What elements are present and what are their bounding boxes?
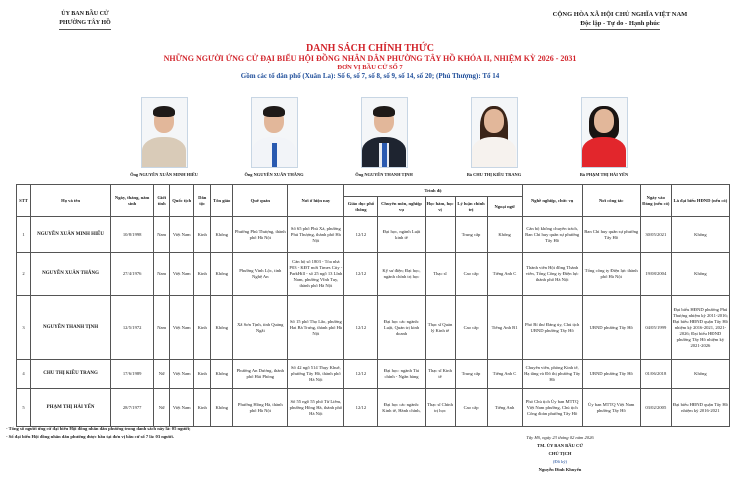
candidate-photo (361, 97, 408, 168)
cell-occupation: Cán bộ không chuyên trách, Ban Chỉ huy quân sự phường Tây Hồ (522, 217, 582, 253)
cell-degree (425, 217, 455, 253)
candidate-photo-card (124, 97, 204, 177)
header-nationality: Quốc tịch (170, 185, 194, 217)
header-general-edu: Giáo dục phổ thông (344, 197, 378, 217)
cell-political: Cao cấp (455, 296, 487, 360)
header-occupation: Nghề nghiệp, chức vụ (522, 185, 582, 217)
cell-ethnicity: Kinh (194, 253, 211, 296)
cell-occupation: Chuyên viên, phòng Kinh tế, Hạ tầng và Đô thị phường Tây Hồ (522, 360, 582, 389)
cell-stt: 3 (17, 296, 31, 360)
candidate-photo-card (234, 97, 314, 177)
cell-general-edu: 12/12 (344, 360, 378, 389)
cell-residence: Số 55 ngõ 55 phố Từ Liêm, phường Hồng Hà, thành phố Hà Nội (288, 389, 344, 427)
header-hometown: Quê quán (233, 185, 288, 217)
cell-nationality: Việt Nam (170, 360, 194, 389)
cell-workplace: Ủy ban MTTQ Việt Nam phường Tây Hồ (582, 389, 640, 427)
cell-name: PHẠM THỊ HẢI YẾN (31, 389, 111, 427)
header-degree: Học hàm, học vị (425, 197, 455, 217)
cell-hometown: Phường Hồng Hà, thành phố Hà Nội (233, 389, 288, 427)
header-residence: Nơi ở hiện nay (288, 185, 344, 217)
cell-occupation: Phó Bí thư Đảng ủy, Chủ tịch UBND phường Tây Hồ (522, 296, 582, 360)
cell-party-date: 19/08/2004 (640, 253, 671, 296)
cell-stt: 1 (17, 217, 31, 253)
photo-caption: Bà PHẠM THỊ HẢI YẾN (579, 172, 629, 177)
cell-occupation: Thành viên Hội đồng Thành viên, Tổng Công ty Điện lực thành phố Hà Nội (522, 253, 582, 296)
candidate-photo (581, 97, 628, 168)
cell-degree: Thạc sĩ Chính trị học (425, 389, 455, 427)
cell-gender: Nam (154, 296, 170, 360)
cell-delegate: Không (671, 253, 729, 296)
cell-political: Trung cấp (455, 360, 487, 389)
cell-language: Không (487, 217, 522, 253)
cell-dob: 27/4/1976 (111, 253, 154, 296)
cell-hometown: Phường Phú Thượng, thành phố Hà Nội (233, 217, 288, 253)
table-row (17, 296, 730, 360)
cell-specialty: Đại học các ngành: Kinh tế, Hành chính, (378, 389, 425, 427)
cell-residence: Số 42 ngõ 514 Thụy Khuê, phường Tây Hồ, thành phố Hà Nội (288, 360, 344, 389)
cell-gender: Nam (154, 253, 170, 296)
cell-degree: Thạc sĩ Quản lý Kinh tế (425, 296, 455, 360)
cell-workplace: Ban Chỉ huy quân sự phường Tây Hồ (582, 217, 640, 253)
cell-nationality: Việt Nam (170, 296, 194, 360)
candidate-photo (251, 97, 298, 168)
header-political: Lý luận chính trị (455, 197, 487, 217)
cell-name: NGUYỄN XUÂN MINH HIẾU (31, 217, 111, 253)
cell-dob: 28/7/1977 (111, 389, 154, 427)
cell-gender: Nữ (154, 389, 170, 427)
cell-language: Tiếng Anh C (487, 253, 522, 296)
cell-occupation: Phó Chủ tịch Ủy ban MTTQ Việt Nam phường, Chủ tịch Công đoàn phường Tây Hồ (522, 389, 582, 427)
cell-delegate: Không (671, 360, 729, 389)
cell-ethnicity: Kinh (194, 360, 211, 389)
cell-delegate: Đại biểu HĐND phường Phú Thượng nhiệm kỳ 2011-2016; Đại biểu HĐND quận Tây Hồ nhiệm kỳ 2016-2021, 2021-2026; Đại biểu HĐND phường Tây Hồ nhiệm kỳ 2021-2026 (671, 296, 729, 360)
header-education-group: Trình độ (344, 185, 522, 197)
photo-caption: Ông NGUYỄN THANH TỊNH (355, 172, 413, 177)
cell-party-date: 03/02/2005 (640, 389, 671, 427)
cell-dob: 17/6/1989 (111, 360, 154, 389)
cell-religion: Không (211, 389, 233, 427)
cell-religion: Không (211, 253, 233, 296)
cell-workplace: Tổng công ty Điện lực thành phố Hà Nội (582, 253, 640, 296)
cell-specialty: Kỹ sư điện; Đại học, ngành chính trị học (378, 253, 425, 296)
electoral-unit: ĐƠN VỊ BẦU CỬ SỐ 7 (337, 64, 403, 71)
cell-degree: Thạc sĩ (425, 253, 455, 296)
cell-specialty: Đại học, ngành Luật kinh tế (378, 217, 425, 253)
cell-political: Cao cấp (455, 253, 487, 296)
cell-language: Tiếng Anh (487, 389, 522, 427)
photo-caption: Ông NGUYỄN XUÂN THẮNG (244, 172, 304, 177)
candidate-photo-card (344, 97, 424, 177)
table-row (17, 253, 730, 296)
cell-ethnicity: Kinh (194, 296, 211, 360)
signature-org: TM. ỦY BAN BẦU CỬ (537, 443, 583, 448)
header-specialty: Chuyên môn, nghiệp vụ (378, 197, 425, 217)
note-seats: - Số đại biểu Hội đồng nhân dân phường được bầu tại đơn vị bầu cử số 7 là: 03 người. (6, 434, 174, 439)
cell-workplace: UBND phường Tây Hồ (582, 296, 640, 360)
photo-caption: Bà CHU THỊ KIỀU TRANG (466, 172, 522, 177)
cell-degree: Thạc sĩ Kinh tế (425, 360, 455, 389)
note-total-candidates: - Tổng số người ứng cử đại biểu Hội đồng nhân dân phường trong danh sách này là: 05 người; (6, 426, 191, 431)
cell-general-edu: 12/12 (344, 217, 378, 253)
cell-hometown: Phường An Dương, thành phố Hải Phòng (233, 360, 288, 389)
cell-political: Trung cấp (455, 217, 487, 253)
cell-language: Tiếng Anh B1 (487, 296, 522, 360)
cell-party-date: 30/05/2021 (640, 217, 671, 253)
national-motto: Độc lập - Tự do - Hạnh phúc (580, 19, 659, 30)
signature-block (510, 434, 610, 474)
cell-name: NGUYỄN XUÂN THẮNG (31, 253, 111, 296)
candidate-photos (0, 97, 740, 182)
cell-dob: 10/8/1998 (111, 217, 154, 253)
cell-political: Cao cấp (455, 389, 487, 427)
cell-residence: Số 65 phố Phú Xá, phường Phú Thượng, thành phố Hà Nội (288, 217, 344, 253)
header-name: Họ và tên (31, 185, 111, 217)
header-ethnicity: Dân tộc (194, 185, 211, 217)
candidate-photo-card (454, 97, 534, 177)
header-workplace: Nơi công tác (582, 185, 640, 217)
header-religion: Tôn giáo (211, 185, 233, 217)
table-row (17, 389, 730, 427)
national-header (520, 10, 720, 30)
cell-general-edu: 12/12 (344, 389, 378, 427)
cell-nationality: Việt Nam (170, 217, 194, 253)
cell-party-date: 01/06/2018 (640, 360, 671, 389)
cell-gender: Nam (154, 217, 170, 253)
signature-date: Tây Hồ, ngày 23 tháng 02 năm 2026 (526, 435, 594, 440)
cell-hometown: Phường Vinh Lộc, tỉnh Nghệ An (233, 253, 288, 296)
national-title: CỘNG HÒA XÃ HỘI CHỦ NGHĨA VIỆT NAM (552, 11, 688, 18)
candidate-photo (141, 97, 188, 168)
issuer-line-1: ỦY BAN BẦU CỬ (61, 11, 109, 17)
cell-ethnicity: Kinh (194, 389, 211, 427)
signature-title: CHỦ TỊCH (548, 451, 572, 456)
photo-caption: Ông NGUYỄN XUÂN MINH HIẾU (130, 172, 198, 177)
cell-stt: 4 (17, 360, 31, 389)
header-stt: STT (17, 185, 31, 217)
cell-nationality: Việt Nam (170, 389, 194, 427)
signature-signed: (Đã ký) (552, 459, 568, 464)
cell-specialty: Đại học: ngành Tài chính - Ngân hàng (378, 360, 425, 389)
cell-residence: Số 15 phố Thọ Lão, phường Hai Bà Trưng, thành phố Hà Nội (288, 296, 344, 360)
cell-general-edu: 12/12 (344, 253, 378, 296)
issuer-line-2: PHƯỜNG TÂY HỒ (59, 19, 110, 30)
cell-gender: Nữ (154, 360, 170, 389)
header-gender: Giới tính (154, 185, 170, 217)
candidate-photo-card (564, 97, 644, 177)
table-row (17, 217, 730, 253)
cell-religion: Không (211, 217, 233, 253)
cell-hometown: Xã Sơn Tịnh, tỉnh Quảng Ngãi (233, 296, 288, 360)
cell-name: NGUYỄN THANH TỊNH (31, 296, 111, 360)
page-title: DANH SÁCH CHÍNH THỨC (305, 43, 435, 54)
cell-party-date: 04/05/1999 (640, 296, 671, 360)
cell-religion: Không (211, 296, 233, 360)
cell-name: CHU THỊ KIỀU TRANG (31, 360, 111, 389)
cell-delegate: Đại biểu HĐND quận Tây Hồ nhiệm kỳ 2016-2021 (671, 389, 729, 427)
cell-nationality: Việt Nam (170, 253, 194, 296)
issuer-header (40, 10, 130, 30)
signature-name: Nguyễn Đình Khuyến (538, 467, 582, 472)
unit-scope: Gồm các tổ dân phố (Xuân La): Số 6, số 7, số 8, số 9, số 14, số 20; (Phú Thượng): Tổ 14 (240, 72, 500, 80)
cell-stt: 2 (17, 253, 31, 296)
cell-dob: 12/5/1972 (111, 296, 154, 360)
header-delegate: Là đại biểu HĐND (nếu có) (671, 185, 729, 217)
table-row (17, 360, 730, 389)
cell-specialty: Đại học các ngành: Luật, Quản trị kinh doanh (378, 296, 425, 360)
cell-religion: Không (211, 360, 233, 389)
cell-workplace: UBND phường Tây Hồ (582, 360, 640, 389)
header-dob: Ngày, tháng, năm sinh (111, 185, 154, 217)
cell-general-edu: 12/12 (344, 296, 378, 360)
cell-delegate: Không (671, 217, 729, 253)
candidate-photo (471, 97, 518, 168)
page-subtitle: NHỮNG NGƯỜI ỨNG CỬ ĐẠI BIỂU HỘI ĐỒNG NHÂN DÂN PHƯỜNG TÂY HỒ KHÓA II, NHIỆM KỲ 2026 - 2031 (163, 54, 577, 63)
cell-residence: Căn hộ số 1803 - Tòa nhà P03 - KĐT mới Times City - ParkHill - số 25 ngõ 13 Lĩnh Nam, phường Vĩnh Tuy, thành phố Hà Nội (288, 253, 344, 296)
candidate-table (16, 184, 730, 427)
footnotes (6, 425, 191, 441)
cell-ethnicity: Kinh (194, 217, 211, 253)
cell-language: Tiếng Anh C (487, 360, 522, 389)
header-party-date: Ngày vào Đảng (nếu có) (640, 185, 671, 217)
cell-stt: 5 (17, 389, 31, 427)
header-language: Ngoại ngữ (487, 197, 522, 217)
document-titles (0, 43, 740, 81)
